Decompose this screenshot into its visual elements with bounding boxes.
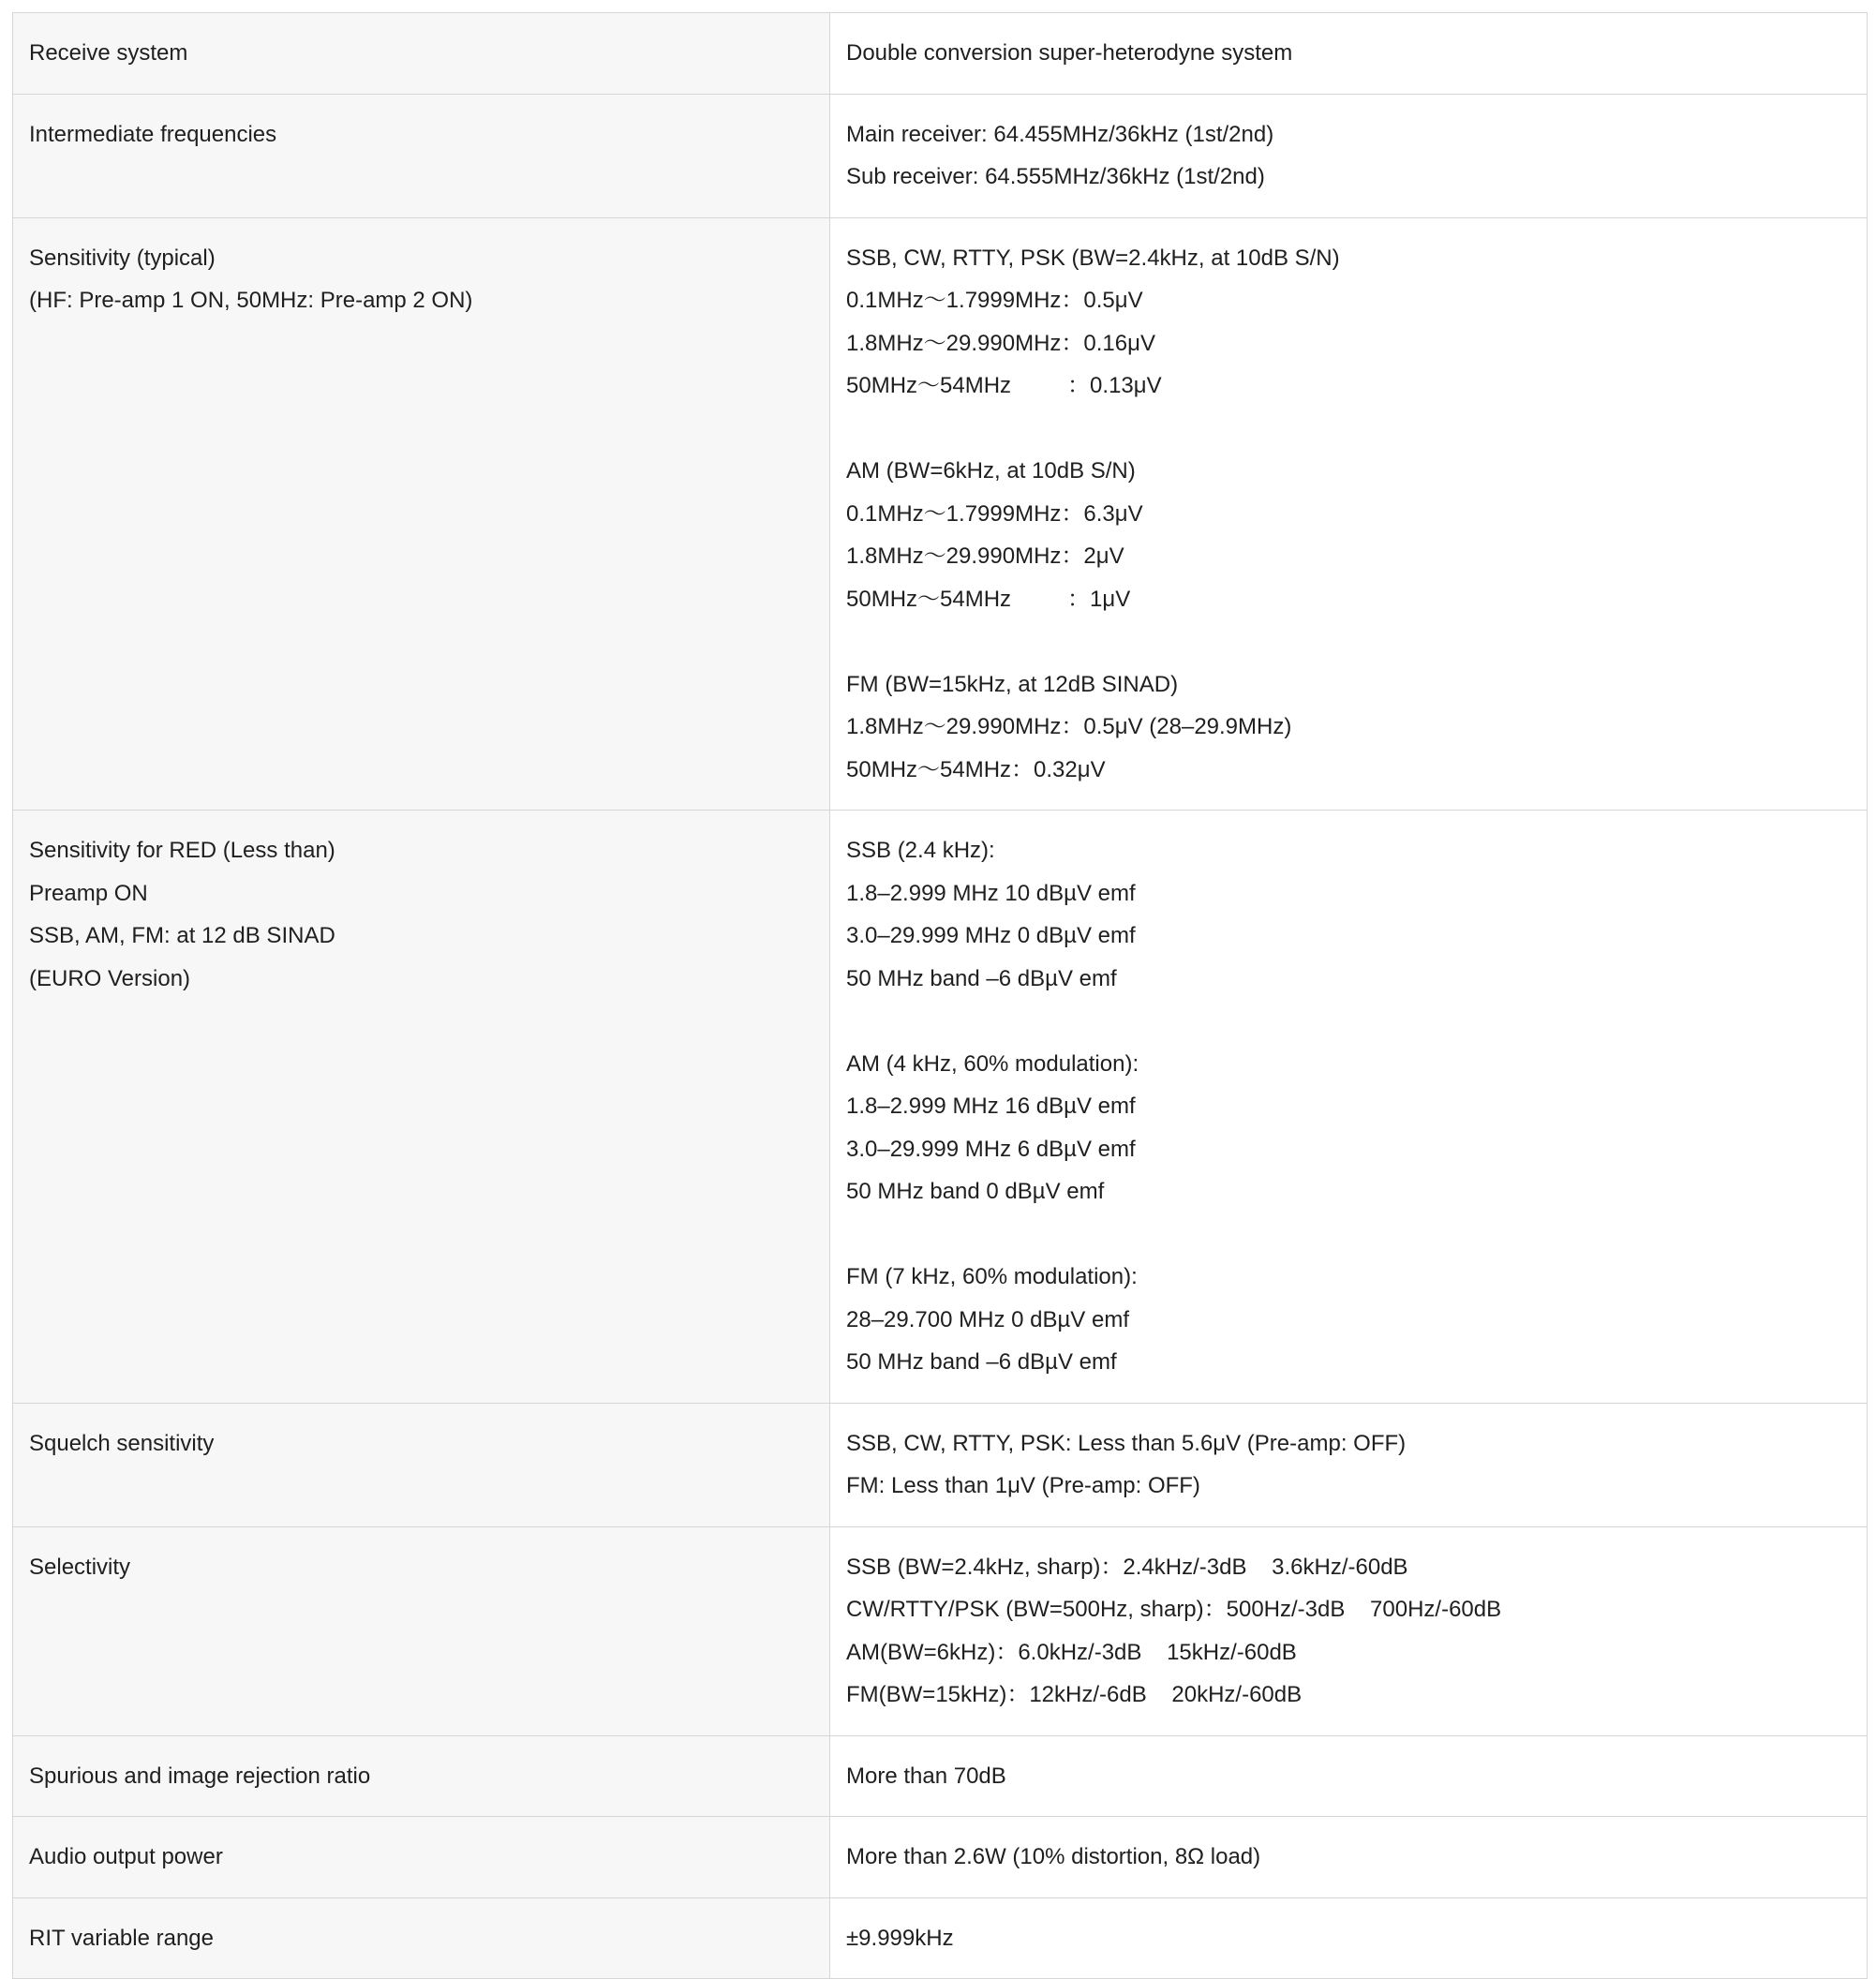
spec-row — [13, 1403, 1868, 1526]
spec-label-cell — [13, 94, 830, 217]
spec-value-cell — [830, 1817, 1868, 1898]
spec-value-cell — [830, 1403, 1868, 1526]
spec-value-line: 50MHz～54MHz ：1μV — [846, 586, 1131, 612]
spec-label-cell — [13, 1897, 830, 1979]
spec-value-line: FM(BW=15kHz)：12kHz/-6dB 20kHz/-60dB — [846, 1682, 1303, 1707]
spec-label-cell — [13, 217, 830, 811]
spec-label-cell — [13, 1817, 830, 1898]
spec-value-line: FM (7 kHz, 60% modulation): — [846, 1264, 1138, 1289]
spec-label-line: RIT variable range — [29, 1925, 214, 1951]
spec-label-cell — [13, 1403, 830, 1526]
spec-label-cell — [13, 1526, 830, 1735]
spec-value-line — [846, 1213, 1851, 1257]
spec-value-line: 50 MHz band 0 dBµV emf — [846, 1179, 1105, 1204]
spec-value-line: 50 MHz band –6 dBµV emf — [846, 1349, 1117, 1375]
spec-label-line: (HF: Pre-amp 1 ON, 50MHz: Pre-amp 2 ON) — [29, 288, 473, 313]
spec-label-line: Sensitivity for RED (Less than) — [29, 838, 335, 863]
spec-value-line: Sub receiver: 64.555MHz/36kHz (1st/2nd) — [846, 164, 1265, 189]
spec-value-line: FM: Less than 1μV (Pre-amp: OFF) — [846, 1473, 1200, 1498]
spec-label-cell — [13, 1735, 830, 1817]
spec-value-line: 50MHz～54MHz：0.32μV — [846, 756, 1106, 782]
spec-value-line: 0.1MHz～1.7999MHz：6.3μV — [846, 500, 1143, 527]
spec-label-line: Preamp ON — [29, 880, 148, 906]
spec-value-line: AM (4 kHz, 60% modulation): — [846, 1050, 1139, 1077]
spec-value-line — [846, 408, 1851, 451]
spec-value-line — [846, 1000, 1851, 1043]
spec-value-cell — [830, 94, 1868, 217]
spec-row — [13, 1526, 1868, 1735]
spec-row — [13, 94, 1868, 217]
spec-value-line: ±9.999kHz — [846, 1925, 954, 1951]
spec-value-line: SSB (2.4 kHz): — [846, 838, 995, 863]
spec-value-line: 1.8–2.999 MHz 10 dBµV emf — [846, 880, 1136, 906]
spec-label-line: (EURO Version) — [29, 965, 191, 991]
spec-value-line: More than 2.6W (10% distortion, 8Ω load) — [846, 1844, 1261, 1869]
spec-value-line: 1.8MHz～29.990MHz：0.5μV (28–29.9MHz) — [846, 714, 1292, 739]
spec-value-cell — [830, 1897, 1868, 1979]
receiver-spec-table — [12, 12, 1868, 1979]
spec-value-cell — [830, 13, 1868, 95]
spec-value-line: 3.0–29.999 MHz 6 dBµV emf — [846, 1136, 1136, 1162]
spec-row — [13, 217, 1868, 811]
spec-value-line: SSB (BW=2.4kHz, sharp)：2.4kHz/-3dB 3.6kHz/-60dB — [846, 1554, 1408, 1580]
spec-value-cell — [830, 217, 1868, 811]
spec-value-line: 1.8MHz～29.990MHz：0.16μV — [846, 330, 1155, 356]
spec-value-line: SSB, CW, RTTY, PSK (BW=2.4kHz, at 10dB S/N) — [846, 245, 1340, 271]
spec-row — [13, 1817, 1868, 1898]
spec-value-line: SSB, CW, RTTY, PSK: Less than 5.6μV (Pre-amp: OFF) — [846, 1430, 1407, 1456]
spec-row — [13, 1897, 1868, 1979]
spec-value-line: CW/RTTY/PSK (BW=500Hz, sharp)：500Hz/-3dB 700Hz/-60dB — [846, 1597, 1502, 1622]
spec-table-body — [13, 13, 1868, 1979]
spec-label-cell — [13, 13, 830, 95]
spec-label-line: Selectivity — [29, 1554, 131, 1580]
spec-value-line: 50 MHz band –6 dBµV emf — [846, 965, 1117, 991]
spec-label-line: Audio output power — [29, 1844, 223, 1869]
spec-row — [13, 1735, 1868, 1817]
spec-label-line: Intermediate frequencies — [29, 121, 277, 147]
spec-value-line: FM (BW=15kHz, at 12dB SINAD) — [846, 671, 1179, 697]
spec-value-line: 28–29.700 MHz 0 dBµV emf — [846, 1306, 1129, 1332]
spec-value-line: 50MHz～54MHz ：0.13μV — [846, 373, 1162, 398]
spec-value-line — [846, 620, 1851, 663]
spec-label-line: SSB, AM, FM: at 12 dB SINAD — [29, 923, 335, 948]
spec-value-line: More than 70dB — [846, 1763, 1006, 1789]
spec-label-line: Spurious and image rejection ratio — [29, 1763, 371, 1789]
spec-label-line: Receive system — [29, 40, 188, 66]
spec-value-line: AM (BW=6kHz, at 10dB S/N) — [846, 458, 1136, 484]
spec-value-cell — [830, 1735, 1868, 1817]
spec-label-line: Sensitivity (typical) — [29, 245, 216, 271]
spec-row — [13, 811, 1868, 1404]
spec-value-line: AM(BW=6kHz)：6.0kHz/-3dB 15kHz/-60dB — [846, 1639, 1297, 1665]
spec-value-line: 0.1MHz～1.7999MHz：0.5μV — [846, 288, 1143, 313]
spec-row — [13, 13, 1868, 95]
spec-value-line: 3.0–29.999 MHz 0 dBµV emf — [846, 923, 1136, 948]
spec-value-line: 1.8MHz～29.990MHz：2μV — [846, 543, 1124, 569]
spec-value-line: Double conversion super-heterodyne system — [846, 40, 1293, 66]
spec-value-cell — [830, 1526, 1868, 1735]
spec-value-line: Main receiver: 64.455MHz/36kHz (1st/2nd) — [846, 121, 1274, 147]
spec-label-line: Squelch sensitivity — [29, 1430, 215, 1456]
spec-label-cell — [13, 811, 830, 1404]
spec-value-cell — [830, 811, 1868, 1404]
spec-value-line: 1.8–2.999 MHz 16 dBµV emf — [846, 1094, 1136, 1119]
